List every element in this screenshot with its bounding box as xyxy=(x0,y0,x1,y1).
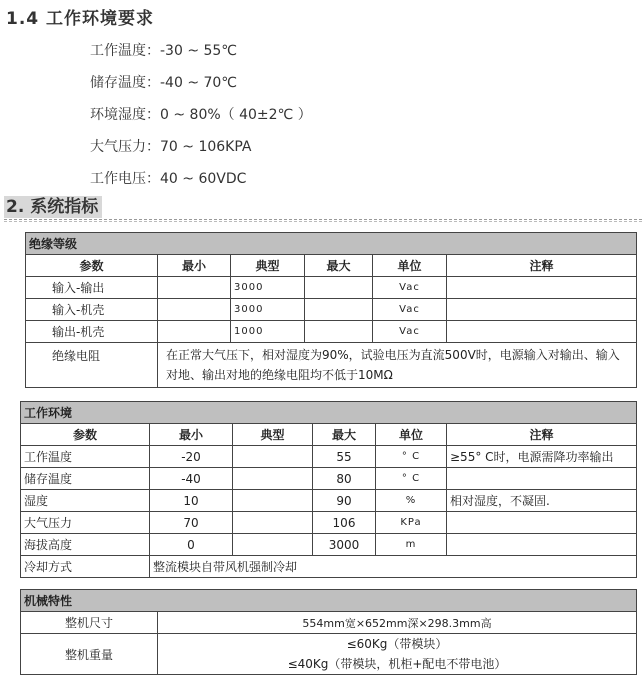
env-item-pressure: 大气压力：70 ~ 106KPA xyxy=(90,139,252,155)
weight-value xyxy=(158,634,637,675)
table-row xyxy=(21,634,637,675)
cooling-value: 整流模块自带风机强制冷却 xyxy=(150,556,637,578)
table-row xyxy=(26,299,637,321)
col-header: 参数 xyxy=(21,424,150,446)
section-title-1-4: 1.4 工作环境要求 xyxy=(6,9,155,29)
min-cell xyxy=(158,321,231,343)
unit-cell: KPa xyxy=(376,512,447,534)
min-cell: 10 xyxy=(150,490,233,512)
col-header: 最大 xyxy=(313,424,376,446)
max-cell: 3000 xyxy=(313,534,376,556)
unit-cell: ° C xyxy=(376,468,447,490)
param-cell: 湿度 xyxy=(21,490,150,512)
param-cell: 输入-机壳 xyxy=(26,299,158,321)
table-row xyxy=(21,534,637,556)
table-row xyxy=(21,468,637,490)
unit-cell: Vac xyxy=(373,321,447,343)
workenv-title: 工作环境 xyxy=(21,402,637,424)
divider xyxy=(4,221,642,222)
col-header: 最大 xyxy=(305,255,373,277)
resistance-desc: 在正常大气压下，相对湿度为90%，试验电压为直流500V时，电源输入对输出、输入对地、输出对地的绝缘电阻均不低于10MΩ xyxy=(158,343,637,388)
col-header: 注释 xyxy=(447,424,637,446)
min-cell: 70 xyxy=(150,512,233,534)
note-cell xyxy=(447,534,637,556)
unit-cell: ° C xyxy=(376,446,447,468)
table-section-header xyxy=(26,233,637,255)
env-item-work-temp: 工作温度：-30 ~ 55℃ xyxy=(90,43,238,59)
param-cell: 大气压力 xyxy=(21,512,150,534)
min-cell xyxy=(158,277,231,299)
param-cell: 储存温度 xyxy=(21,468,150,490)
col-header: 典型 xyxy=(231,255,305,277)
col-header: 典型 xyxy=(233,424,313,446)
param-cell: 海拔高度 xyxy=(21,534,150,556)
unit-cell: m xyxy=(376,534,447,556)
table-row xyxy=(26,277,637,299)
min-cell: -40 xyxy=(150,468,233,490)
min-cell: -20 xyxy=(150,446,233,468)
col-header: 最小 xyxy=(150,424,233,446)
note-cell xyxy=(447,277,637,299)
param-cell: 输出-机壳 xyxy=(26,321,158,343)
max-cell: 106 xyxy=(313,512,376,534)
insulation-title: 绝缘等级 xyxy=(26,233,637,255)
col-header: 注释 xyxy=(447,255,637,277)
workenv-table xyxy=(20,401,637,578)
param-cell: 输入-输出 xyxy=(26,277,158,299)
param-cell: 工作温度 xyxy=(21,446,150,468)
col-header: 最小 xyxy=(158,255,231,277)
note-cell xyxy=(447,299,637,321)
env-item-storage-temp: 储存温度：-40 ~ 70℃ xyxy=(90,75,238,91)
table-row xyxy=(21,556,637,578)
env-item-voltage: 工作电压：40 ~ 60VDC xyxy=(90,171,247,187)
typ-cell xyxy=(233,512,313,534)
max-cell: 55 xyxy=(313,446,376,468)
table-section-header xyxy=(21,402,637,424)
unit-cell: % xyxy=(376,490,447,512)
size-value: 554mm宽×652mm深×298.3mm高 xyxy=(158,612,637,634)
min-cell: 0 xyxy=(150,534,233,556)
typ-cell xyxy=(233,468,313,490)
typ-cell: 3000 xyxy=(231,299,305,321)
table-row xyxy=(21,612,637,634)
note-cell: 相对湿度，不凝固. xyxy=(447,490,637,512)
mech-table xyxy=(20,589,637,675)
min-cell xyxy=(158,299,231,321)
col-header: 参数 xyxy=(26,255,158,277)
weight-line-1: ≤60Kg（带模块） xyxy=(346,637,448,651)
param-cell: 冷却方式 xyxy=(21,556,150,578)
typ-cell: 1000 xyxy=(231,321,305,343)
note-cell xyxy=(447,321,637,343)
note-cell xyxy=(447,512,637,534)
table-row xyxy=(21,490,637,512)
table-row xyxy=(26,321,637,343)
note-cell xyxy=(447,468,637,490)
col-header: 单位 xyxy=(373,255,447,277)
max-cell: 80 xyxy=(313,468,376,490)
max-cell xyxy=(305,321,373,343)
env-item-humidity: 环境湿度：0 ~ 80%（ 40±2℃ ） xyxy=(90,107,312,123)
weight-label: 整机重量 xyxy=(21,634,158,675)
table-row xyxy=(26,343,637,388)
typ-cell xyxy=(233,534,313,556)
table-row xyxy=(21,446,637,468)
divider xyxy=(4,219,642,220)
unit-cell: Vac xyxy=(373,277,447,299)
mech-title: 机械特性 xyxy=(21,590,637,612)
weight-line-2: ≤40Kg（带模块，机柜+配电不带电池） xyxy=(287,657,507,671)
max-cell xyxy=(305,299,373,321)
typ-cell xyxy=(233,490,313,512)
typ-cell: 3000 xyxy=(231,277,305,299)
max-cell xyxy=(305,277,373,299)
table-header-row xyxy=(26,255,637,277)
typ-cell xyxy=(233,446,313,468)
insulation-table xyxy=(25,232,637,388)
param-cell: 绝缘电阻 xyxy=(26,343,158,388)
note-cell: ≥55° C时，电源需降功率输出 xyxy=(447,446,637,468)
max-cell: 90 xyxy=(313,490,376,512)
table-row xyxy=(21,512,637,534)
col-header: 单位 xyxy=(376,424,447,446)
size-label: 整机尺寸 xyxy=(21,612,158,634)
table-section-header xyxy=(21,590,637,612)
unit-cell: Vac xyxy=(373,299,447,321)
table-header-row xyxy=(21,424,637,446)
section-title-2: 2. 系统指标 xyxy=(4,196,102,218)
